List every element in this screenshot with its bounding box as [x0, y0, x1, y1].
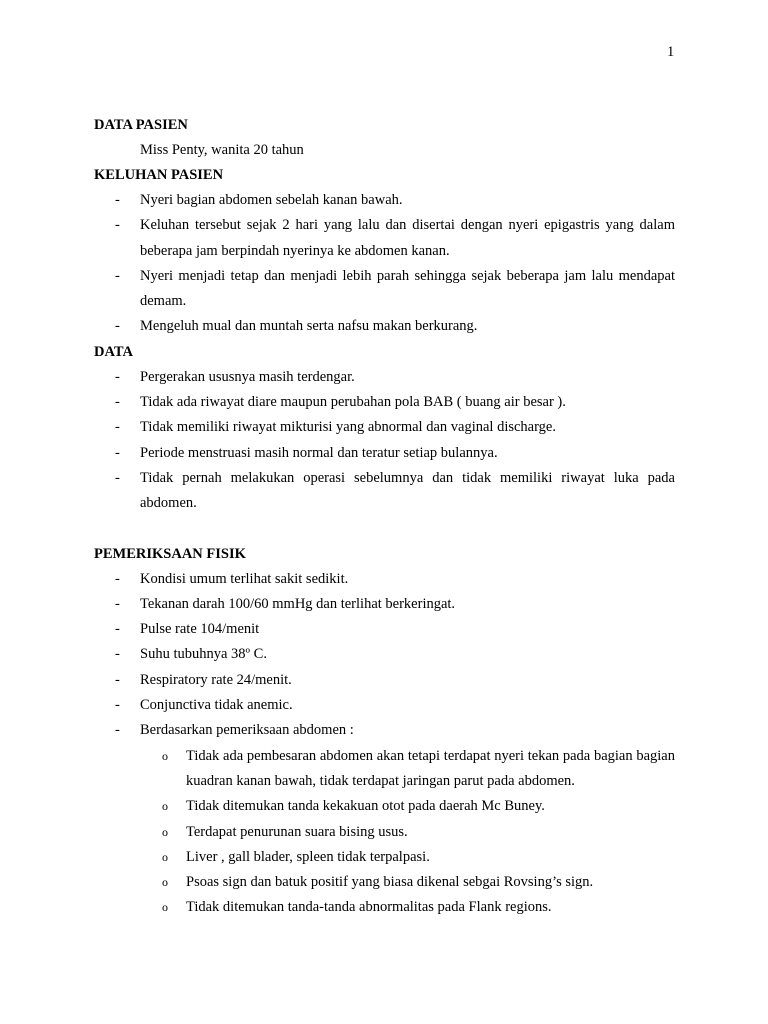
circle-bullet: o — [162, 875, 168, 890]
dash-bullet: - — [115, 444, 120, 461]
document-body — [94, 113, 675, 921]
list-item — [94, 718, 675, 743]
list-item — [94, 668, 675, 693]
list-item-text: Tidak ada pembesaran abdomen akan tetapi terdapat nyeri tekan pada bagian bagian kuadran kanan bawah, tidak terdapat jaringan parut pada abdomen. — [186, 747, 675, 789]
list-item-text: Pergerakan ususnya masih terdengar. — [140, 368, 355, 385]
list-item-text: Conjunctiva tidak anemic. — [140, 697, 293, 714]
dash-bullet: - — [115, 217, 120, 234]
dash-bullet: - — [115, 318, 120, 335]
list-item-text: Pulse rate 104/menit — [140, 621, 260, 638]
list-item — [94, 845, 675, 870]
list-item — [94, 592, 675, 617]
circle-bullet: o — [162, 824, 168, 839]
list-item — [94, 314, 675, 339]
list-item-text: Keluhan tersebut sejak 2 hari yang lalu dan disertai dengan nyeri epigastris yang dalam beberapa jam berpindah nyerinya ke abdomen kanan. — [140, 217, 675, 259]
circle-bullet: o — [162, 799, 168, 814]
dash-bullet: - — [115, 469, 120, 486]
list-item-text: Kondisi umum terlihat sakit sedikit. — [140, 570, 349, 587]
section-heading-data-pasien: DATA PASIEN — [94, 117, 188, 133]
list-item — [94, 744, 675, 795]
list-item — [94, 441, 675, 466]
dash-bullet: - — [115, 697, 120, 714]
dash-bullet: - — [115, 368, 120, 385]
circle-bullet: o — [162, 900, 168, 915]
list-item-text: Berdasarkan pemeriksaan abdomen : — [140, 722, 354, 739]
dash-bullet: - — [115, 192, 120, 208]
list-item-text: Tidak ada riwayat diare maupun perubahan pola BAB ( buang air besar ). — [140, 394, 566, 411]
pemeriksaan-list — [94, 567, 675, 744]
list-item-text: Nyeri bagian abdomen sebelah kanan bawah. — [140, 192, 403, 208]
list-item — [94, 617, 675, 642]
keluhan-list — [94, 188, 675, 340]
list-item-text: Tidak ditemukan tanda kekakuan otot pada daerah Mc Buney. — [186, 798, 545, 815]
list-item-text: Liver , gall blader, spleen tidak terpalpasi. — [186, 848, 430, 865]
patient-info: Miss Penty, wanita 20 tahun — [140, 142, 304, 158]
dash-bullet: - — [115, 267, 120, 284]
list-item-text: Periode menstruasi masih normal dan teratur setiap bulannya. — [140, 444, 498, 461]
list-item-text: Psoas sign dan batuk positif yang biasa dikenal sebgai Rovsing’s sign. — [186, 874, 594, 891]
list-item — [94, 264, 675, 315]
section-heading-pemeriksaan-fisik: PEMERIKSAAN FISIK — [94, 545, 246, 562]
list-item — [94, 642, 675, 667]
list-item-text: Tidak memiliki riwayat mikturisi yang abnormal dan vaginal discharge. — [140, 419, 556, 436]
list-item — [94, 415, 675, 440]
dash-bullet: - — [115, 419, 120, 436]
list-item — [94, 188, 675, 213]
section-heading-keluhan-pasien: KELUHAN PASIEN — [94, 167, 224, 183]
list-item — [94, 466, 675, 517]
list-item — [94, 794, 675, 819]
list-item-text: Tekanan darah 100/60 mmHg dan terlihat berkeringat. — [140, 595, 456, 612]
dash-bullet: - — [115, 646, 120, 663]
circle-bullet: o — [162, 849, 168, 864]
list-item — [94, 390, 675, 415]
dash-bullet: - — [115, 671, 120, 688]
page-number: 1 — [667, 44, 675, 60]
data-list — [94, 365, 675, 517]
list-item — [94, 870, 675, 895]
dash-bullet: - — [115, 570, 120, 587]
list-item-text: Mengeluh mual dan muntah serta nafsu makan berkurang. — [140, 318, 478, 335]
dash-bullet: - — [115, 621, 120, 638]
list-item — [94, 365, 675, 390]
dash-bullet: - — [115, 595, 120, 612]
list-item — [94, 693, 675, 718]
list-item — [94, 567, 675, 592]
section-spacer — [94, 517, 675, 542]
list-item-text: Respiratory rate 24/menit. — [140, 671, 292, 688]
section-heading-data: DATA — [94, 343, 133, 360]
circle-bullet: o — [162, 748, 168, 763]
list-item-text: Terdapat penurunan suara bising usus. — [186, 823, 408, 840]
dash-bullet: - — [115, 722, 120, 739]
dash-bullet: - — [115, 394, 120, 411]
list-item-text: Tidak pernah melakukan operasi sebelumnya dan tidak memiliki riwayat luka pada abdomen. — [140, 469, 675, 512]
list-item-text: Nyeri menjadi tetap dan menjadi lebih parah sehingga sejak beberapa jam lalu mendapat demam. — [140, 267, 675, 310]
abdomen-findings-list — [94, 744, 675, 921]
list-item — [94, 895, 675, 920]
list-item-text: Suhu tubuhnya 38º C. — [140, 646, 267, 663]
list-item — [94, 213, 675, 264]
list-item — [94, 820, 675, 845]
list-item-text: Tidak ditemukan tanda-tanda abnormalitas pada Flank regions. — [186, 899, 552, 916]
